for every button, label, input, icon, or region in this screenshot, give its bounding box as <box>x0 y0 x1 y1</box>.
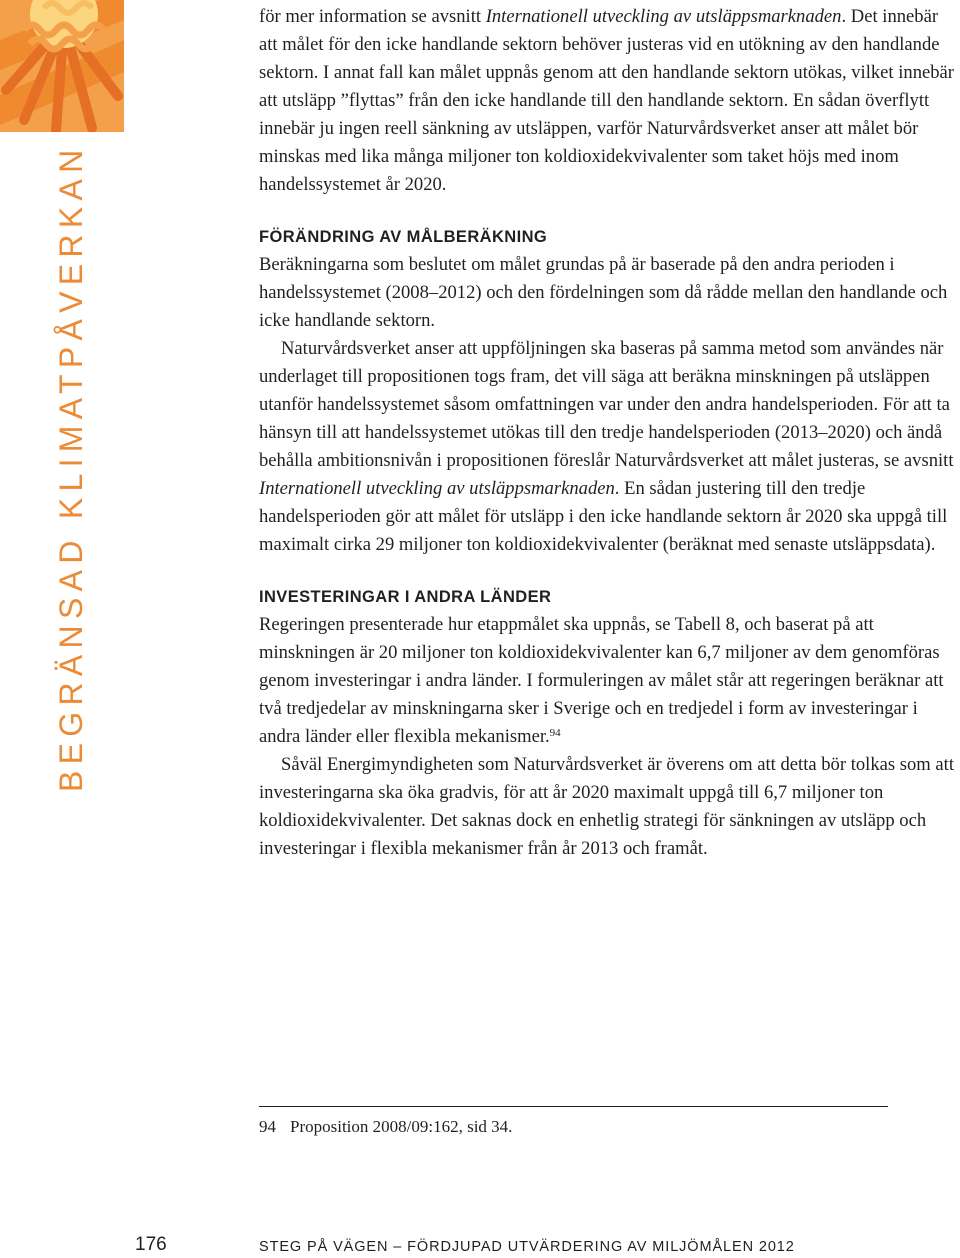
section-heading-investeringar: INVESTERINGAR I ANDRA LÄNDER <box>259 588 552 606</box>
footnote-divider <box>259 1106 888 1107</box>
section2-p1-text: Regeringen presenterade hur etappmålet ska uppnås, se Tabell 8, och baserat på att minskningen är 20 miljoner ton koldioxidekvivalenter kan 6,7 miljoner av dem genomföras genom investeringar i andra länder. I formuleringen av målet står att regeringen beräknar att två tredjedelar av minskningarna sker i Sverige och en tredjedel i form av investeringar i andra länder eller flexibla mekanismer. <box>259 614 944 747</box>
section1-paragraph-1: Beräkningarna som beslutet om målet grundas på är baserade på den andra perioden i handelssystemet (2008–2012) och den fördelningen som då rådde mellan den handlande och icke handlande sektorn. <box>259 254 948 331</box>
sun-logo-icon <box>0 0 124 132</box>
intro-text-b: . Det innebär att målet för den icke handlande sektorn behöver justeras vid en utökning av den handlande sektorn. I annat fall kan målet uppnås genom att den handlande sektorn utökas, vilket innebär att utsläpp ”flyttas” från den icke handlande till den handlande sektorn. En sådan överflytt innebär ju ingen reell sänkning av utsläppen, varför Naturvårdsverket anser att målet bör minskas med lika många miljoner ton koldioxidekvivalenter som taket höjs med inom handelssystemet år 2020. <box>259 6 954 195</box>
side-title: BEGRÄNSAD KLIMATPÅVERKAN <box>53 143 89 792</box>
running-footer: STEG PÅ VÄGEN – FÖRDJUPAD UTVÄRDERING AV MILJÖMÅLEN 2012 <box>259 1239 795 1255</box>
section1-p2-text-a: Naturvårdsverket anser att uppföljningen ska baseras på samma metod som användes när underlaget till propositionen togs fram, det vill säga att beräkna minskningen på utsläppen utanför handelssystemet såsom omfattningen var under den andra handelsperioden. För att ta hänsyn till att handelssystemet utökas till den tredje handelsperioden (2013–2020) och ändå behålla ambitionsnivån i propositionen föreslår Naturvårdsverket att målet justeras, se avsnitt <box>259 338 954 471</box>
intro-text-a: för mer information se avsnitt <box>259 6 486 27</box>
page-number: 176 <box>135 1234 167 1255</box>
section2-paragraph-1 <box>259 611 960 751</box>
section2-paragraph-2: Såväl Energimyndigheten som Naturvårdsverket är överens om att detta bör tolkas som att investeringarna ska öka gradvis, för att år 2020 maximalt uppgå till 6,7 miljoner ton koldioxidekvivalenter. Det saknas dock en enhetlig strategi för sänkningen av utsläpp och investeringar i flexibla mekanismer från år 2013 och framåt. <box>259 754 954 859</box>
section1-paragraph-2 <box>259 335 960 559</box>
intro-paragraph <box>259 3 960 199</box>
section1-p2-text-b: . En sådan justering till den tredje handelsperioden gör att målet för utsläpp i den icke handlande sektorn år 2020 ska uppgå till maximalt cirka 29 miljoner ton koldioxidekvivalenter (beräknat med senaste utsläppsdata). <box>259 478 948 555</box>
footnote-reference: 94 <box>549 727 561 739</box>
section1-section-reference: Internationell utveckling av utsläppsmarknaden <box>259 478 615 499</box>
footnote <box>259 1114 512 1140</box>
section-heading-malberakning: FÖRÄNDRING AV MÅLBERÄKNING <box>259 228 548 246</box>
intro-section-reference: Internationell utveckling av utsläppsmarknaden <box>485 6 842 27</box>
main-text <box>259 3 960 863</box>
footnote-number: 94 <box>259 1117 276 1136</box>
sun-logo-graphic <box>0 0 124 132</box>
footnote-text: Proposition 2008/09:162, sid 34. <box>290 1117 513 1136</box>
